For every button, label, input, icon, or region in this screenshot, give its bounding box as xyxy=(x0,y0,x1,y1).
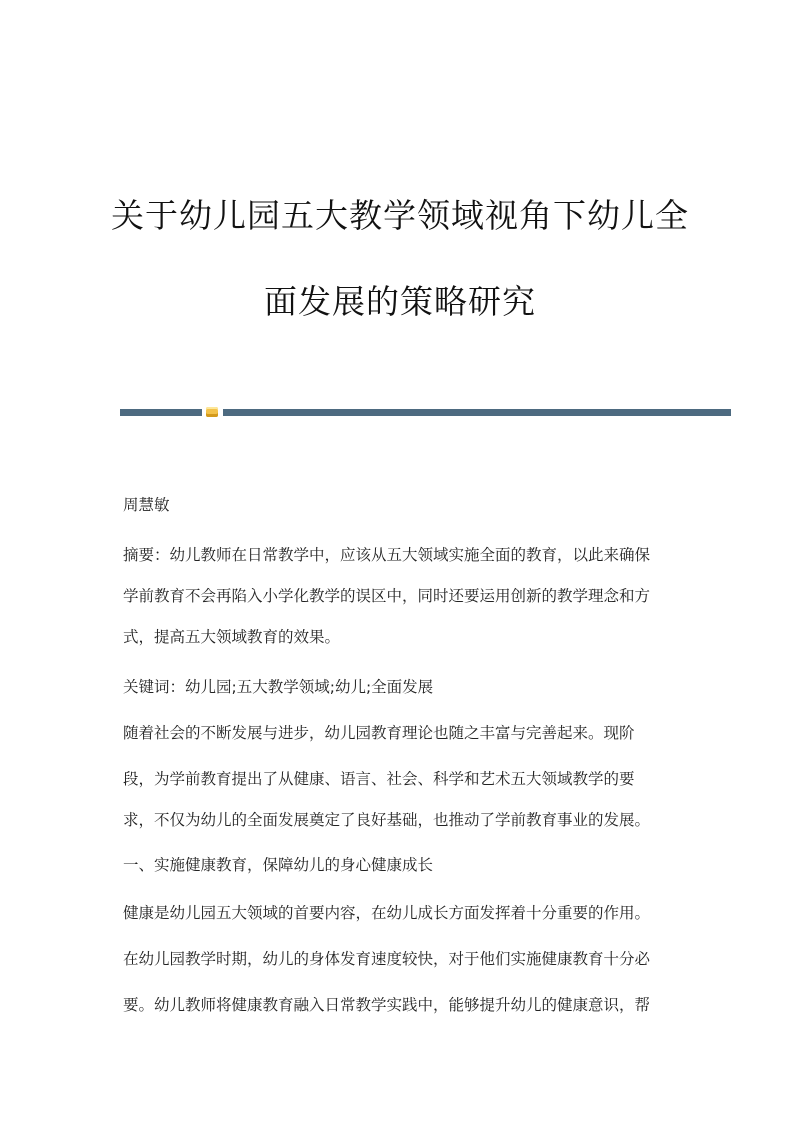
section-body-line: 要。幼儿教师将健康教育融入日常教学实践中，能够提升幼儿的健康意识，帮 xyxy=(123,996,651,1014)
divider-bar-right xyxy=(223,409,731,416)
document-title-line-1: 关于幼儿园五大教学领域视角下幼儿全 xyxy=(111,196,689,235)
section-heading: 一、实施健康教育，保障幼儿的身心健康成长 xyxy=(123,856,434,874)
divider-ornament-icon xyxy=(206,407,218,417)
abstract-line: 摘要：幼儿教师在日常教学中，应该从五大领域实施全面的教育，以此来确保 xyxy=(123,546,651,564)
document-title-line-2: 面发展的策略研究 xyxy=(264,282,536,321)
divider-bar-left xyxy=(120,409,202,416)
section-body-line: 在幼儿园教学时期，幼儿的身体发育速度较快，对于他们实施健康教育十分必 xyxy=(123,950,651,968)
keywords: 关键词：幼儿园;五大教学领域;幼儿;全面发展 xyxy=(123,678,434,696)
section-body-line: 健康是幼儿园五大领域的首要内容，在幼儿成长方面发挥着十分重要的作用。 xyxy=(123,904,651,922)
intro-line: 求，不仅为幼儿的全面发展奠定了良好基础，也推动了学前教育事业的发展。 xyxy=(123,811,651,829)
abstract-line: 式，提高五大领域教育的效果。 xyxy=(123,628,341,646)
intro-line: 随着社会的不断发展与进步，幼儿园教育理论也随之丰富与完善起来。现阶 xyxy=(123,724,635,742)
intro-line: 段，为学前教育提出了从健康、语言、社会、科学和艺术五大领域教学的要 xyxy=(123,770,635,788)
author-name: 周慧敏 xyxy=(123,496,170,514)
title-divider xyxy=(120,409,731,417)
abstract-line: 学前教育不会再陷入小学化教学的误区中，同时还要运用创新的教学理念和方 xyxy=(123,587,651,605)
